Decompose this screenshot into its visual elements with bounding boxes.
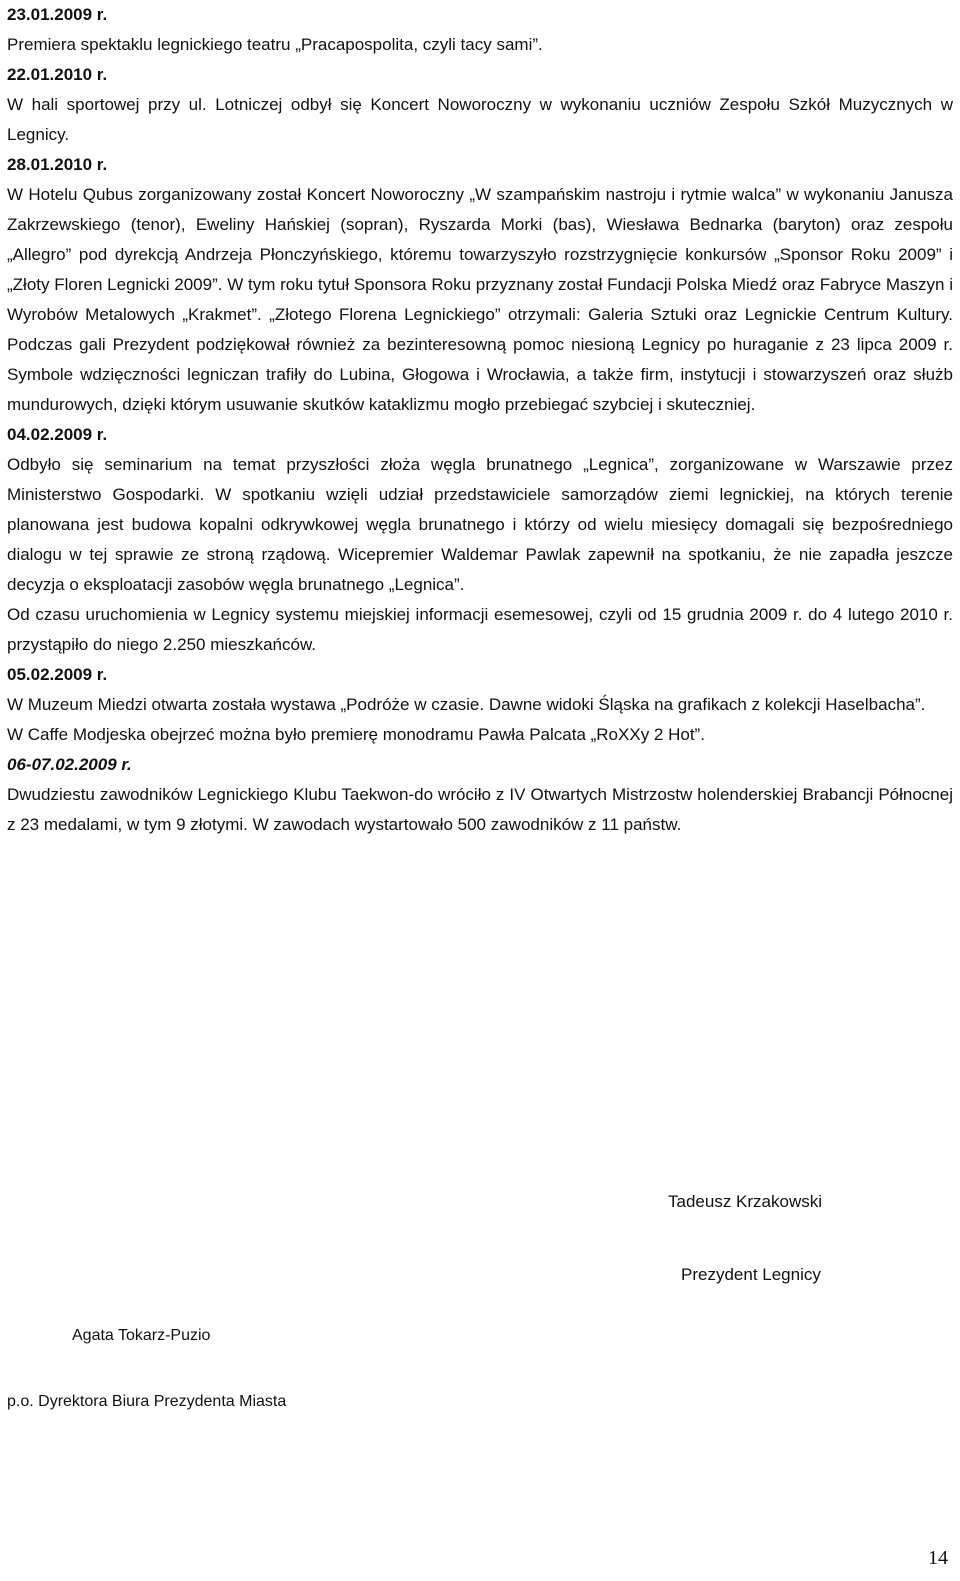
entry-date: 05.02.2009 r.: [7, 665, 108, 684]
entry-paragraph: Od czasu uruchomienia w Legnicy systemu miejskiej informacji esemesowej, czyli od 15 grudnia 2009 r. do 4 lutego 2010 r. przystąpiło do niego 2.250 mieszkańców.: [7, 605, 953, 654]
entry-paragraph: W Caffe Modjeska obejrzeć można było premierę monodramu Pawła Palcata „RoXXy 2 Hot”.: [7, 725, 705, 744]
entry-paragraph: W Muzeum Miedzi otwarta została wystawa „Podróże w czasie. Dawne widoki Śląska na grafikach z kolekcji Haselbacha”.: [7, 695, 926, 714]
entry-paragraph: W Hotelu Qubus zorganizowany został Koncert Noworoczny „W szampańskim nastroju i rytmie walca” w wykonaniu Janusza Zakrzewskiego (tenor), Eweliny Hańskiej (sopran), Ryszarda Morki (bas), Wiesława Bednarka (baryton) oraz zespołu „Allegro” pod dyrekcją Andrzeja Płonczyńskiego, któremu towarzyszyło rozstrzygnięcie konkursów „Sponsor Roku 2009” i „Złoty Floren Legnicki 2009”. W tym roku tytuł Sponsora Roku przyznany został Fundacji Polska Miedź oraz Fabryce Maszyn i Wyrobów Metalowych „Krakmet”. „Złotego Florena Legnickiego” otrzymali: Galeria Sztuki oraz Legnickie Centrum Kultury. Podczas gali Prezydent podziękował również za bezinteresowną pomoc niesioną Legnicy po huraganie z 23 lipca 2009 r. Symbole wdzięczności legniczan trafiły do Lubina, Głogowa i Wrocławia, a także firm, instytucji i stowarzyszeń oraz służb mundurowych, dzięki którym usuwanie skutków kataklizmu mogło przebiegać szybciej i skuteczniej.: [7, 185, 953, 414]
entry-date: 06-07.02.2009 r.: [7, 755, 132, 774]
entry-date: 23.01.2009 r.: [7, 5, 108, 24]
entry-paragraph: Odbyło się seminarium na temat przyszłości złoża węgla brunatnego „Legnica”, zorganizowane w Warszawie przez Ministerstwo Gospodarki. W spotkaniu wzięli udział przedstawiciele samorządów ziemi legnickiej, na których terenie planowana jest budowa kopalni odkrywkowej węgla brunatnego i którzy od wielu miesięcy domagali się bezpośredniego dialogu w tej sprawie ze stroną rządową. Wicepremier Waldemar Pawlak zapewnił na spotkaniu, że nie zapadła jeszcze decyzja o eksploatacji zasobów węgla brunatnego „Legnica”.: [7, 455, 953, 594]
page-number: 14: [928, 1547, 948, 1569]
signature-mayor-name: Tadeusz Krzakowski: [668, 1192, 823, 1211]
entry-paragraph: W hali sportowej przy ul. Lotniczej odbył się Koncert Noworoczny w wykonaniu uczniów Zespołu Szkół Muzycznych w Legnicy.: [7, 95, 953, 144]
signature-author-name: Agata Tokarz-Puzio: [72, 1327, 211, 1344]
document-body: [7, 0, 953, 840]
signature-author-title: p.o. Dyrektora Biura Prezydenta Miasta: [7, 1393, 287, 1410]
entry-paragraph: Dwudziestu zawodników Legnickiego Klubu Taekwon-do wróciło z IV Otwartych Mistrzostw holenderskiej Brabancji Północnej z 23 medalami, w tym 9 złotymi. W zawodach wystartowało 500 zawodników z 11 państw.: [7, 785, 953, 834]
entry-paragraph: Premiera spektaklu legnickiego teatru „Pracapospolita, czyli tacy sami”.: [7, 35, 543, 54]
entry-date: 22.01.2010 r.: [7, 65, 108, 84]
entry-date: 04.02.2009 r.: [7, 425, 108, 444]
signature-mayor-title: Prezydent Legnicy: [681, 1265, 821, 1284]
entry-date: 28.01.2010 r.: [7, 155, 108, 174]
